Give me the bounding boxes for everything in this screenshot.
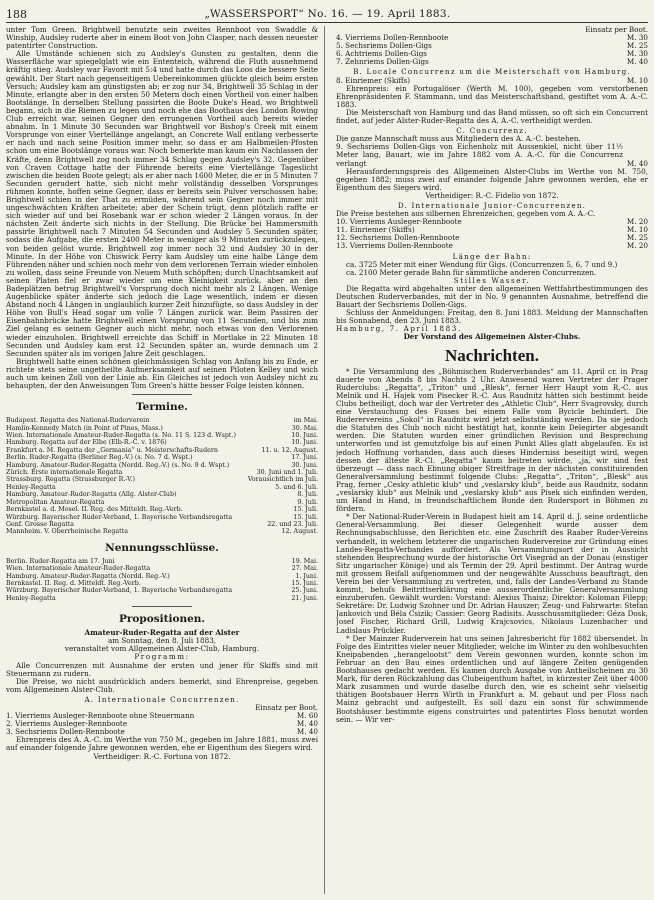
propositionen-heading: Propositionen.: [118, 613, 206, 626]
race-row: [336, 234, 648, 242]
race-name: 1. Vierriems Ausleger-Rennboote ohne Steuermann: [6, 712, 195, 721]
event-name: Würzburg. Bayerischer Ruder-Verband, 1. Bayerische Verbandsregatta: [6, 587, 233, 595]
race-note: Ehrenpreis des A. A.-C. im Werthe von 750 M., gegeben im Jahre 1881, muss zwei auf einander folgende Jahre gewonnen werden, ehe er Eigenthum des Siegers wird.: [6, 735, 318, 753]
race-name: 7. Zehnriems Dollen-Gigs: [336, 58, 429, 67]
nennung-row: [6, 587, 318, 594]
running-title: „WASSERSPORT“ No. 16. — 19. April 1883.: [204, 8, 451, 20]
termin-row: [6, 506, 318, 513]
event-date: 17. Juni.: [291, 454, 318, 462]
event-date: 10. Juni.: [291, 432, 318, 440]
article-paragraph: Brightwell hatte einen schönen gleichmässigen Schlag von Anfang bis zu Ende, er richtete stets seine ungetheilte Aufmerksamkeit auf seinen Piloten Kelley und wich auch um keinen Zoll von der Linie ab. Ein Gleiches ist jedoch von Audsley nicht zu behaupten, der den Anweisungen Tom Green's hätte besser Folge leisten können.: [6, 356, 318, 391]
prop-paragraph: Alle Concurrenzen mit Ausnahme der ersten und jener für Skiffs sind mit Steuermann zu rudern.: [6, 660, 318, 678]
termin-row: [6, 528, 318, 535]
event-date: 5. und 6. Juli.: [275, 483, 318, 491]
race-note: Die Meisterschaft von Hamburg und das Band müssen, so oft sich ein Concurrent findet, auf jeder Alster-Ruder-Regatta des A. A.-C. vertheidigt werden.: [336, 107, 648, 126]
event-name: Hamburg. Amateur-Ruder-Regatta (Nordd. Reg.-V.): [6, 572, 170, 580]
signature: Der Vorstand des Allgemeinen Alster-Clubs.: [403, 332, 581, 342]
termin-row: [6, 439, 318, 446]
event-date: 15. Juni.: [291, 579, 318, 587]
termin-row: [6, 484, 318, 491]
event-name: Wien. Internationale Amateur-Ruder-Regatta (s. No. 11 S. 123 d. Wspt.): [6, 432, 236, 440]
races-b-list: [336, 34, 648, 66]
einsatz-label: Einsatz per Boot.: [585, 26, 648, 34]
section-c-heading: C. Concurrenz.: [456, 126, 528, 136]
event-name: Würzburg. Bayerischer Ruder-Verband, 1. Bayerische Verbandsregatta: [6, 513, 233, 521]
race-fee: M. 20: [626, 217, 648, 227]
section-d-text: Die Preise bestehen aus silbernen Ehrenzeichen, gegeben vom A. A.-C.: [336, 209, 596, 219]
event-name: Metropolitan Amateur-Regatta: [6, 498, 105, 506]
nennung-row: [6, 580, 318, 587]
event-date: 30. Juni.: [291, 461, 318, 469]
race-fee: M. 30: [626, 49, 648, 59]
article-paragraph: Alle Umstände schienen sich zu Audsley's Gunsten zu gestalten, denn die Wasserfläche war spiegelglatt wie ein Ententeich, während die Fluth ausnehmend kräftig stieg. Audsley war Favorit mit 5:4 und hatte durch das Loos die bessere Seite gewählt. Der Start nach gegenseitigem Uebereinkommen glückte gleich beim ersten Versuch; Audsley kam am günstigsten ab; er zog nur 34, Brightwell 35 Schlag in der Minute, erlangte aber in den ersten 50 Metern doch einen Vortheil von einer halben Bootslänge. In derselben Stellung passirten die Boote Duke's Head, wo Brightwell begann, sich in die Riemen zu legen und noch ehe das Boothaus des London Rowing Club erreicht war, seinen Gegner den errungenen Vortheil auch bereits wieder abnahm. In 1 Minute 30 Secunden war Brightwell vor Bishop's Creek mit einem Vorsprunge von einer Viertellänge angelangt, an Concrete Wall entlang verbesserte er nach und nach seine Position immer mehr, so dass er am Halbmeilen-Pfosten schon um eine Bootslänge voraus war. Noch bemerkte man kaum ein Nachlassen der Kräfte, denn Brightwell zog noch immer 34 Schlag gegen Audsley's 32. Gegenüber von Craven Cottage hatte der Führende bereits eine Viertellänge Tageslicht zwischen die beiden Boote gelegt; als er aber nach 1600 Meter, die er in 5 Minuten 7 Secunden gerudert hatte, sich nicht mehr vollständig desselben Vorsprunges rühmen konnte, hoffen seine Gegner, dass er bereits sein Pulver verschossen habe; Brightwell schien in der That zu ermüden, während sein Gegner noch immer mit ungeschwächten Kräften arbeitete; aber der Schein trügt, denn plötzlich raffte er sich wieder auf und bei Rosebank war er schon wieder 2 Längen voraus. In der nächsten Zeit änderte sich nichts in der Stellung. Die Brücke bei Hammersmith passirte Brightwell nach 7 Minuten 54 Secunden und Audsley 5 Secunden später, sodass die Aufgabe, die ersten 2400 Meter in weniger als 9 Minuten zurückzulegen, von beiden gelöst wurde. Brightwell zog immer noch 32 und Audsley 30 in der Minute. In der Höhe von Chiswick Ferry kam Audsley um eine halbe Länge dem Führenden näher und schien noch mehr von dem verlorenen Terrain wieder einholen zu wollen, dass seine Freunde von Neuem Muth schöpften; durch Unachtsamkeit auf seinen Platen fiel er zwar wieder um eine Kleinigkeit zurück, aber an den Badeplätzen betrug Brightwell's Vorsprung doch nicht mehr als 2 Längen. Wenige Augenblicke später änderte sich jedoch die Lage wesentlich, indem er diesen Abstand noch 4 Längen in unglaublich kurzer Zeit hinzufügte, so dass Audsley in der Höhe von Bull's Head sogar um volle 7 Längen zurück war. Beim Passiren der Eisenbahnbrücke hatte Brightwell einen Vorsprung von 11 Secunden, und bis zum Ziel gelang es seinem Gegner auch nicht mehr, noch etwas von den Verlorenen wieder einzuholen. Brightwell erreichte das Schiff in Mortlake in 22 Minuten 18 Secunden und Audsley kam erst 12 Secunden später an, wurde demnach um 2 Secunden später als im vorigen Jahre Zeit geschlagen.: [6, 49, 318, 358]
column-divider: [324, 26, 325, 894]
section-b-heading: B. Locale Concurrenz um die Meisterschaft von Hamburg.: [353, 67, 631, 77]
prop-paragraph: Die Preise, wo nicht ausdrücklich anders bemerkt, sind Ehrenpreise, gegeben vom Allgemeinen Alster-Club.: [6, 676, 318, 694]
news-item: * Der National-Ruder-Verein in Budapest hielt am 14. April d. J. seine ordentliche General-Versammlung. Bei dieser Gelegenheit wurde ausser dem Rechnungsabschlusse, den Berichten etc. eine Zuschrift des Raaber Ruder-Vereins verhandelt, in welchem letzterer die ungarischen Rudervereine zur Gründung eines Landes-Regatta-Verbandes auffordert. Als Versammlungsort der in Aussicht stehenden Besprechung wurde der historische Ort Visegrád an der Donau (einstiger Sitz ungarischer Könige) und als Termin der 29. April bestimmt. Der Antrag wurde mit grossem Beifall aufgenommen und der neugewählte Ausschuss beauftragt, den Verein bei der Versammlung zu vertreten, und, falls der Landes-Verband zu Stande kommt, behufs Beitrittserklärung eine ausserordentliche Generalversammlung einzuberufen. Gewählt wurden: Vorstand: Alexius Thaisz; Direktor: Koloman Filepp; Sekretäre: Dr. Ludwig Szohner und Dr. Adrian Hauszer; Zeug- und Fahrwarte: Stefan Jankovich und Béla Csizik; Cassier: Georg Radisits. Ausschussmitglieder: Géza Dosk, Josef Fischer, Richard Grill, Ludwig Krajcsovics, Nikolaus Luzenbacher und Ladislaus Prückler.: [336, 512, 648, 635]
bahn-text: ca. 3725 Meter mit einer Wendung für Gigs. (Concurrenzen 5, 6, 7 und 9.): [346, 259, 618, 269]
prop-organizer: veranstaltet vom Allgemeinen Alster-Club, Hamburg.: [64, 644, 260, 654]
event-name: Strassburg. Regatta (Strassburger R.-V.): [6, 476, 135, 484]
race-fee: M. 60: [296, 711, 318, 721]
event-name: Bernkastel a. d. Mosel. II. Reg. des Mitteldt. Reg.-Verb.: [6, 506, 183, 514]
race-9: 9. Sechsriems Dollen-Gigs von Eichenholz mit Aussenkiel, nicht über 11½ Meter lang, Bauart, wie im Jahre 1882 vom A. A.-C. für die Concurrenz verlangt M. 40: [336, 143, 648, 168]
race-note: Herausforderungspreis des Allgemeinen Alster-Clubs im Werthe von M. 750, gegeben 1882; muss zwei auf einander folgende Jahre gewonnen werden, ehe er Eigenthum des Siegers wird.: [336, 166, 648, 192]
event-name: Genf. Grosse Regatta: [6, 520, 75, 528]
race-8: 8. Einriemer (Skiffs) M. 10: [336, 75, 648, 85]
event-name: Berlin. Ruder-Regatta (Berliner Reg.-V.) (s. No. 7 d. Wspt.): [6, 454, 193, 462]
event-date: 15. Juli.: [293, 513, 318, 521]
event-name: Berlin. Ruder-Regatta am 17. Juni: [6, 557, 115, 565]
race-row: [336, 34, 648, 42]
termin-row: [6, 454, 318, 461]
termin-row: [6, 462, 318, 469]
defender-line: Vertheidiger: R.-C. Fidelio von 1872.: [425, 190, 559, 200]
race-row: [336, 218, 648, 226]
termin-row: [6, 425, 318, 432]
article-paragraph: unter Tom Green. Brightwell benutzte sein zweites Rennboot von Swaddle & Winship, Audsley ruderte aber in einem Boot von John Clasper, nach dessen neuester patentirter Construction.: [6, 26, 318, 51]
separator: [132, 394, 192, 395]
section-c-text: Die ganze Mannschaft muss aus Mitgliedern des A. A.-C. bestehen.: [336, 134, 581, 144]
race-fee: M. 10: [626, 225, 648, 235]
event-date: 9. Juli.: [297, 498, 318, 506]
event-date: 27. Mai.: [291, 565, 318, 573]
termin-row: [6, 521, 318, 528]
left-column: [6, 26, 318, 896]
bahn-text: ca. 2100 Meter gerade Bahn für sämmtliche anderen Concurrenzen.: [346, 267, 597, 277]
event-name: Hamburg. Amateur-Ruder-Regatta (Nordd. Reg.-V.) (s. No. 9 d. Wspt.): [6, 461, 230, 469]
event-date: 11. u. 12. August.: [261, 446, 318, 454]
race-fee: M. 25: [626, 41, 648, 51]
race-fee: M. 30: [626, 33, 648, 43]
termin-row: [6, 469, 318, 476]
event-name: Mannheim. V. Oberrheinische Regatta: [6, 528, 128, 536]
event-date: 8. Juli.: [297, 491, 318, 499]
event-name: Budapest. Regatta des National-Ruderverein: [6, 417, 150, 425]
event-date: Vorausichtlich im Juli.: [247, 476, 318, 484]
event-name: Frankfurt a. M. Regatta der „Germania“ u. Meisterschafts-Rudern: [6, 446, 218, 454]
page-header: [6, 6, 648, 23]
news-item: * Der Mainzer Ruderverein hat uns seinen Jahresbericht für 1882 übersendet. In Folge des Eintrittes vieler neuer Mitglieder, welche im Winter zu den wohlbesuchten Kneipabenden „herangelootst“ dem Verein gewonnen wurden, konnte schon im Februar an den Bau eines ordentlichen und auf längere Zeiten genügenden Bootshauses gedacht werden. Es kamen durch Ausgabe von Antheilscheinen zu 30 Mark, für deren Rückzahlung das Clubeigenthum haftet, in kürzester Zeit über 4000 Mark zusammen und wurde daselbe durch den, wie es scheint sehr vielseitig thätigen Bootsbauer Herrn Wirth in Frankfurt a. M. gebaut und per Floss nach Mainz gebracht und aufgestellt. Es soll dazu ein sonst für schwimmende Bootshäuser bestimmte eigens construirtes und patentirtes Floss benutzt worden sein. — Wir ver-: [336, 633, 648, 724]
event-date: 25. Juni.: [291, 587, 318, 595]
event-name: Bernkastel. II. Reg. d. Mitteldt. Reg.-Verb.: [6, 579, 141, 587]
race-note: Ehrenpreis: ein Portugalöser (Werth M. 100), gegeben vom verstorbenen Ehrenpräsidenten F. Stammann, und das Meisterschaftsband, gestiftet vom A. A.-C. 1883.: [336, 83, 648, 109]
closing-paragraph: Schluss der Anmeldungen: Freitag, den 8. Juni 1883. Meldung der Mannschaften bis Sonnabend, den 23. Juni 1883.: [336, 308, 648, 326]
right-column: [336, 26, 648, 896]
event-date: 1. Juni.: [295, 572, 318, 580]
section-a-heading: A. Internationale Concurrenzen.: [84, 694, 240, 704]
event-name: Hamlin-Kennedy Match (in Point of Pines, Mass.): [6, 424, 163, 432]
event-date: im Mai.: [293, 417, 318, 425]
news-item: * Die Versammlung des „Böhmischen Ruderverbandes“ am 11. April cr. in Prag dauerte von Abends 8 bis Nachts 2 Uhr. Anwesend waren Vertreter der Prager Ruderclubs: „Regatta“, „Triton“ und „Blesk“, ferner Herr Haupt vom R.-C. aus Melnik und H. Hajek vom Pisecker R.-C. Aus Raudnitz hätten sich bestimmt beide Clubs betheiligt, doch war der Vertreter des „Athletic Club“, Herr Svagrovsky, durch eine Verstauchung des Fusses bei einem Falle vom Bycicle behindert. Die Ruderervereins „Sokol“ in Raudnitz wird jetzt selbstständig werden. Da sie jedoch die Statuten des Club noch nicht bestätigt hat, konnte kein Delegirter abgesandt werden. Die Statuten wurden einer gründlichen Revision und Besprechung unterworfen und ist gemutzfolge bis auf einen Punkt Alles glatt abgelaufen. Es ist jedoch Hoffnung vorhanden, dass auch dieses Hinderniss beseitigt wird, wegen dessen der älteste R.-Cl. „Regatta“ kaum beitreten würde, „ja, wir sind fest überzeugt — dass nach Ebnung obiger Streitfrage in der nächsten constituirenden Generalversammlung bestimmt folgende Clubs: „Regatta“, „Triton“, „Blesk“ aus Prag, ferner „Cesky athletic klub“ und „veslarsky klub“, beide aus Raudnitz, sodann „veslarsky klub“ aus Melnik und „veslarsky klub“ aus Pisek sich einfinden werden, um Hand in Hand, in freundschaftlichem Bunde den Rudersport in Böhmen zu fördern.: [336, 366, 648, 514]
termin-row: [6, 432, 318, 439]
termin-row: [6, 447, 318, 454]
event-name: Wien. Internationale Amateur-Ruder-Regatta: [6, 565, 151, 573]
page-number: 188: [6, 7, 27, 21]
nennung-heading: Nennungsschlüsse.: [105, 541, 219, 554]
termin-row: [6, 476, 318, 483]
event-date: 15. Juli.: [293, 506, 318, 514]
programm-label: Programm:: [134, 652, 190, 662]
termin-row: [6, 417, 318, 424]
races-a-list: [6, 712, 318, 736]
termin-row: [6, 514, 318, 521]
nennung-row: [6, 595, 318, 602]
event-date: 10. Juni.: [291, 439, 318, 447]
stilles-wasser: Stilles Wasser.: [453, 275, 531, 285]
race-fee: M. 40: [296, 727, 318, 737]
nennung-list: [6, 558, 318, 602]
event-date: 19. Mai.: [291, 557, 318, 565]
termin-row: [6, 499, 318, 506]
prop-date: am Sonntag, den 8. Juli 1883,: [107, 636, 217, 646]
race-fee: M. 40: [296, 719, 318, 729]
race-name: 4. Vierriems Dollen-Rennboote: [336, 34, 449, 43]
separator: [132, 606, 192, 607]
race-name: 10. Vierriems Ausleger-Rennboote: [336, 218, 462, 227]
event-date: 30. Juni und 1. Juli.: [256, 469, 318, 477]
race-row: [336, 50, 648, 58]
bahn-heading: Länge der Bahn:: [452, 251, 532, 261]
race-name: 6. Achtriems Dollen-Gigs: [336, 50, 427, 59]
einsatz-label: Einsatz per Boot.: [255, 703, 318, 712]
event-name: Henley-Regatta: [6, 594, 56, 602]
event-name: Hamburg. Regatta auf der Elbe (Elb-R.-C. v. 1876): [6, 439, 167, 447]
section-d-heading: D. Internationale Junior-Concurrenzen.: [397, 200, 587, 210]
termine-list: [6, 417, 318, 536]
event-date: 21. Juni.: [291, 594, 318, 602]
race-name: 5. Sechsriems Dollen-Gigs: [336, 42, 432, 51]
race-fee: M. 25: [626, 233, 648, 243]
event-date: 22. und 23. Juli.: [267, 520, 318, 528]
event-name: Henley-Regatta: [6, 483, 56, 491]
event-date: 30. Mai.: [291, 424, 318, 432]
race-row: [336, 58, 648, 66]
defender-line: Vertheidiger: R.-C. Fortuna von 1872.: [93, 751, 231, 761]
closing-paragraph: Die Regatta wird abgehalten unter den allgemeinen Wettfahrtbestimmungen des Deutschen Ruderverbandes, mit der in No. 9 genannten Ausnahme, betreffend die Bauart der Sechsriems Dollen-Gigs.: [336, 283, 648, 310]
event-name: Hamburg. Amateur-Ruder-Regatta (Allg. Alster-Club): [6, 491, 177, 499]
race-fee: M. 40: [626, 57, 648, 67]
prop-subheading: Amateur-Ruder-Regatta auf der Alster: [84, 628, 240, 638]
race-fee: M. 20: [626, 241, 648, 251]
race-name: 11. Einriemer (Skiffs): [336, 226, 415, 235]
race-row: [6, 712, 318, 720]
nachrichten-heading: Nachrichten.: [445, 345, 539, 365]
race-row: [336, 242, 648, 250]
nennung-row: [6, 573, 318, 580]
termin-row: [6, 491, 318, 498]
race-name: 12. Sechsriems Dollen-Rennboote: [336, 234, 460, 243]
termine-heading: Termine.: [136, 401, 188, 414]
race-name: 13. Vierriems Dollen-Rennboote: [336, 242, 453, 251]
event-date: 12. August.: [281, 528, 318, 536]
race-row: [336, 42, 648, 50]
nennung-row: [6, 565, 318, 572]
nennung-row: [6, 558, 318, 565]
event-name: Zürich. Erste internationale Regatta: [6, 469, 123, 477]
race-name: 2. Vierriems Ausleger-Rennboote: [6, 720, 128, 729]
race-row: [336, 226, 648, 234]
dateline: Hamburg, 7. April 1883.: [336, 324, 462, 334]
race-name: 3. Sechsriems Dollen-Rennboote: [6, 728, 125, 737]
races-d-list: [336, 218, 648, 250]
race-row: [6, 720, 318, 728]
